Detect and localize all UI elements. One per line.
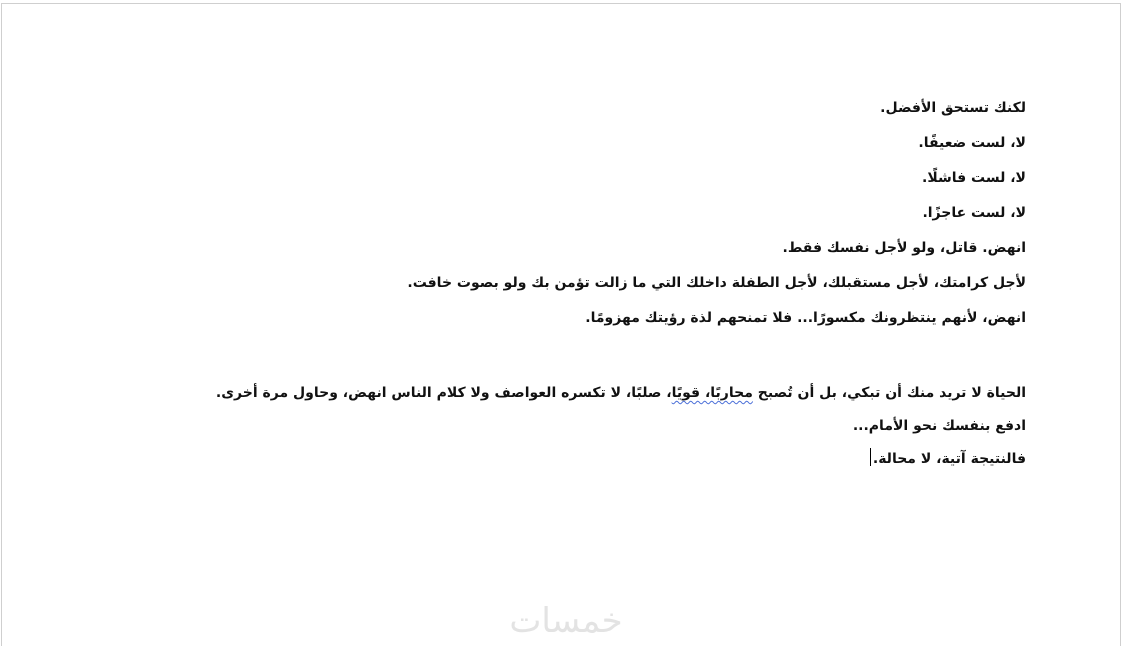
paragraph	[126, 447, 1026, 480]
document-page	[1, 3, 1121, 646]
paragraph-text: ، صلبًا، لا تكسره العواصف ولا كلام الناس انهض، وحاول مرة أخرى.	[215, 385, 672, 401]
paragraph-text: فالنتيجة آتية، لا محالة.	[872, 451, 1026, 467]
paragraph-text: الحياة لا تريد منك أن تبكي، بل أن تُصبح	[752, 385, 1026, 401]
paragraph: لا، لست عاجزًا.	[922, 205, 1026, 221]
spelling-underline[interactable]: محاربًا، قويًا	[671, 385, 753, 401]
watermark-logo: خمسات	[509, 601, 623, 641]
empty-paragraph	[126, 341, 1026, 381]
paragraph: لا، لست ضعيفًا.	[918, 135, 1026, 151]
document-body[interactable]	[126, 96, 1026, 480]
text-cursor	[870, 448, 871, 466]
paragraph: ادفع بنفسك نحو الأمام...	[852, 418, 1026, 434]
paragraph: لا، لست فاشلًا.	[922, 170, 1026, 186]
paragraph: انهض. قاتل، ولو لأجل نفسك فقط.	[782, 240, 1026, 256]
paragraph: انهض، لأنهم ينتظرونك مكسورًا... فلا تمنحهم لذة رؤيتك مهزومًا.	[585, 310, 1026, 326]
paragraph: لأجل كرامتك، لأجل مستقبلك، لأجل الطفلة داخلك التي ما زالت تؤمن بك ولو بصوت خافت.	[407, 275, 1026, 291]
paragraph: لكنك تستحق الأفضل.	[880, 100, 1026, 116]
paragraph	[126, 381, 1026, 414]
